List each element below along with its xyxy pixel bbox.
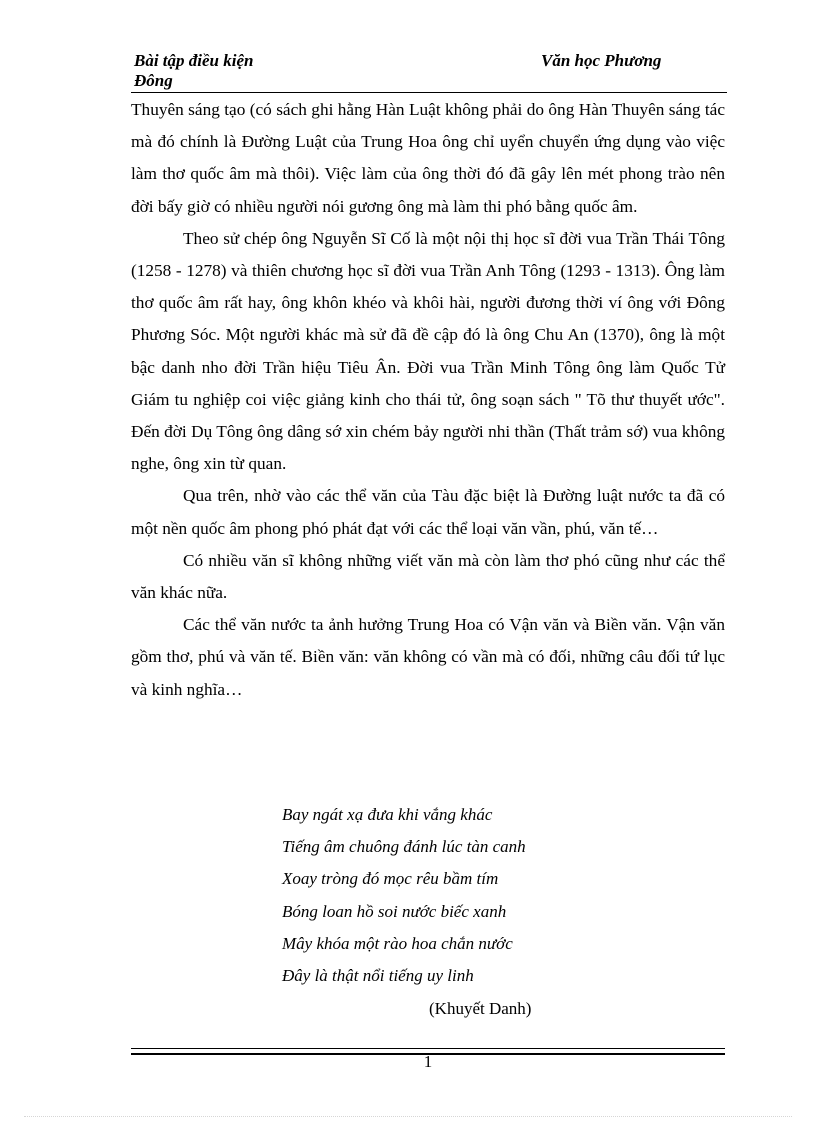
poem-line: Bóng loan hồ soi nước biếc xanh: [282, 901, 507, 921]
page-header: [131, 49, 726, 97]
page-edge: [24, 1116, 792, 1117]
paragraph-continuation: Thuyên sáng tạo (có sách ghi hằng Hàn Luật không phải do ông Hàn Thuyên sáng tác mà đó chính là Đường Luật của Trung Hoa ông chỉ uyển chuyển ứng dụng vào việc làm thơ quốc âm mà thôi). Việc làm của ông thời đó đã gây lên mét phong trào nên đời bấy giờ có nhiều người nói gương ông mà làm thi phó bằng quốc âm.: [131, 100, 725, 216]
poem-line: Tiếng âm chuông đánh lúc tàn canh: [282, 837, 526, 857]
paragraph-genres: Các thể văn nước ta ảnh hưởng Trung Hoa có Vận văn và Biền văn. Vận văn gồm thơ, phú và văn tế. Biền văn: văn không có vần mà có đối, những câu đối tứ lục và kinh nghĩa…: [131, 615, 725, 699]
header-course-title: Bài tập điều kiện Đông: [134, 51, 254, 90]
poem: [282, 799, 602, 992]
poem-line: Mây khóa một rào hoa chắn nước: [282, 933, 513, 953]
poem-author: (Khuyết Danh): [429, 999, 532, 1018]
header-subject-title: Văn học Phương: [541, 51, 662, 70]
poem-line: Bay ngát xạ đưa khi vắng khác: [282, 805, 493, 824]
paragraph-summary: Qua trên, nhờ vào các thể văn của Tàu đặc biệt là Đường luật nước ta đã có một nền quốc âm phong phó phát đạt với các thể loại văn vần, phú, văn tế…: [131, 486, 725, 538]
poem-line: Đây là thật nổi tiếng uy linh: [282, 966, 474, 986]
page-number: 1: [423, 1052, 433, 1071]
header-rule: [131, 92, 727, 93]
poem-line: Xoay tròng đó mọc rêu bầm tím: [282, 869, 499, 889]
body-text: [131, 94, 725, 706]
paragraph-writers: Có nhiều văn sĩ không những viết văn mà còn làm thơ phó cũng như các thể văn khác nữa.: [131, 550, 725, 603]
paragraph-history: Theo sử chép ông Nguyễn Sĩ Cố là một nội thị học sĩ đời vua Trần Thái Tông (1258 - 1278) và thiên chương học sĩ đời vua Trần Anh Tông (1293 - 1313). Ông làm thơ quốc âm rất hay, ông khôn khéo và khôi hài, người đương thời ví ông với Đông Phương Sóc. Một người khác mà sử đã đề cập đó là ông Chu An (1370), ông là một bậc danh nho đời Trần hiệu Tiêu Ân. Đời vua Trần Minh Tông ông làm Quốc Tử Giám tu nghiệp coi việc giảng kinh cho thái tử, ông soạn sách " Tõ thư thuyết ước". Đến đời Dụ Tông ông dâng sớ xin chém bảy người nhi thần (Thất trảm sớ) vua không nghe, ông xin từ quan.: [131, 228, 725, 474]
